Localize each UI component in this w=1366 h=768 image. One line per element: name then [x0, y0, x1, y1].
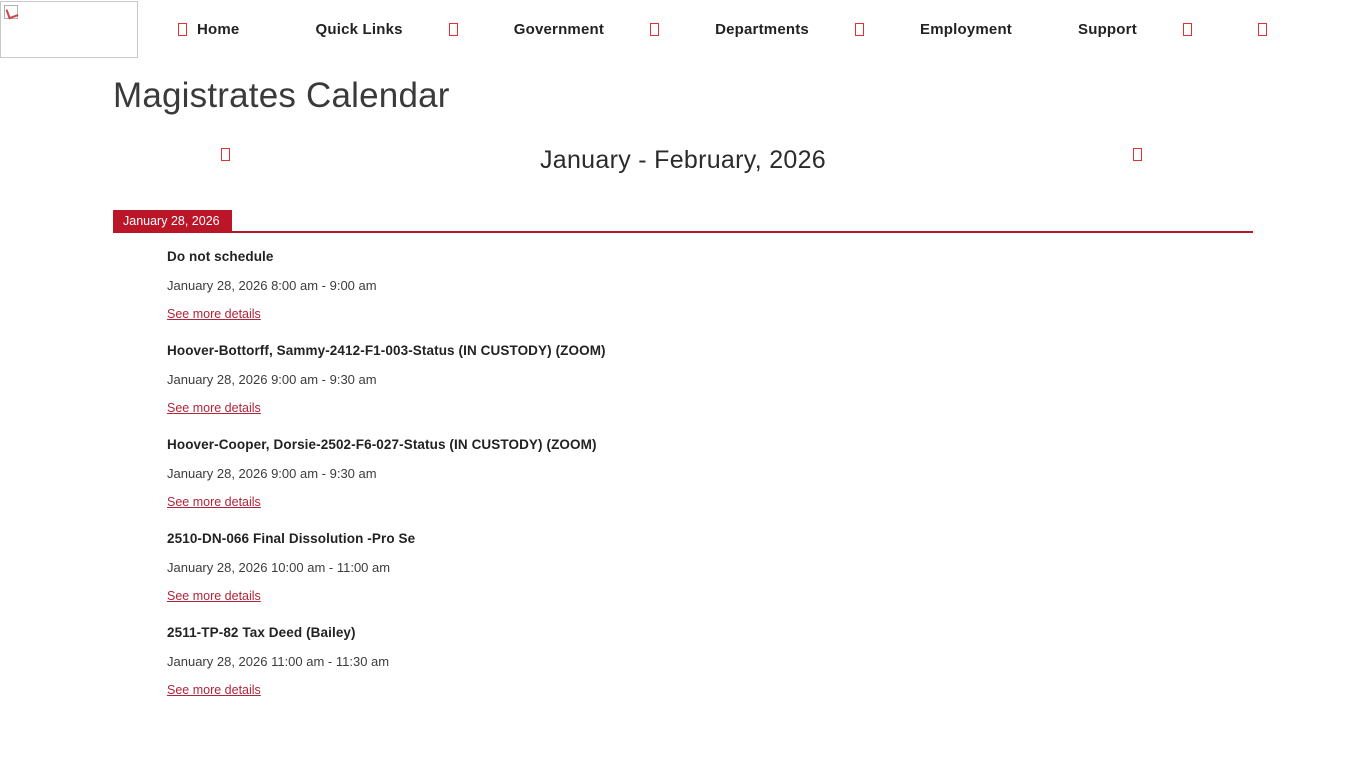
see-more-details-link[interactable]: See more details — [167, 495, 261, 509]
see-more-details-link[interactable]: See more details — [167, 401, 261, 415]
event-title: 2511-TP-82 Tax Deed (Bailey) — [167, 625, 356, 640]
see-more-details-link[interactable]: See more details — [167, 683, 261, 697]
event-title: Hoover-Bottorff, Sammy-2412-F1-003-Status (IN CUSTODY) (ZOOM) — [167, 343, 606, 358]
event-title: 2510-DN-066 Final Dissolution -Pro Se — [167, 531, 416, 546]
page-title: Magistrates Calendar — [113, 76, 450, 115]
nav-item-home[interactable]: Home — [197, 20, 240, 38]
nav-items — [138, 21, 1366, 38]
list-item — [167, 343, 1366, 417]
event-title: Hoover-Cooper, Dorsie-2502-F6-027-Status (IN CUSTODY) (ZOOM) — [167, 437, 597, 452]
nav-item-departments[interactable]: Departments — [715, 20, 809, 38]
event-datetime: January 28, 2026 10:00 am - 11:00 am — [167, 560, 391, 575]
list-item — [167, 437, 1366, 511]
nav-item-employment[interactable]: Employment — [919, 20, 1012, 38]
search-icon[interactable] — [1258, 23, 1267, 36]
calendar-range-label: January - February, 2026 — [539, 145, 827, 174]
event-datetime: January 28, 2026 11:00 am - 11:30 am — [167, 654, 390, 669]
chevron-down-icon-departments[interactable] — [855, 23, 864, 36]
event-datetime: January 28, 2026 8:00 am - 9:00 am — [167, 278, 377, 293]
event-datetime: January 28, 2026 9:00 am - 9:30 am — [167, 466, 377, 481]
next-month-icon[interactable] — [1133, 148, 1142, 161]
nav-item-support[interactable]: Support — [1078, 20, 1137, 38]
chevron-down-icon-support[interactable] — [1183, 23, 1192, 36]
list-item — [167, 625, 1366, 699]
date-group-label: January 28, 2026 — [113, 210, 232, 233]
event-title: Do not schedule — [167, 249, 274, 264]
event-list — [0, 249, 1366, 699]
nav-item-government[interactable]: Government — [513, 20, 605, 38]
broken-image-icon — [4, 5, 18, 19]
site-logo[interactable] — [0, 1, 138, 58]
calendar-month-navigation — [0, 138, 1366, 182]
chevron-down-icon-government[interactable] — [650, 23, 659, 36]
event-datetime: January 28, 2026 9:00 am - 9:30 am — [167, 372, 377, 387]
see-more-details-link[interactable]: See more details — [167, 307, 261, 321]
date-group-header — [113, 210, 1253, 233]
list-item — [167, 531, 1366, 605]
chevron-down-icon-quick-links[interactable] — [449, 23, 458, 36]
see-more-details-link[interactable]: See more details — [167, 589, 261, 603]
prev-month-icon[interactable] — [221, 148, 230, 161]
top-navigation-bar — [0, 0, 1366, 58]
nav-item-quick-links[interactable]: Quick Links — [315, 20, 403, 38]
home-icon[interactable] — [178, 23, 187, 36]
list-item — [167, 249, 1366, 323]
